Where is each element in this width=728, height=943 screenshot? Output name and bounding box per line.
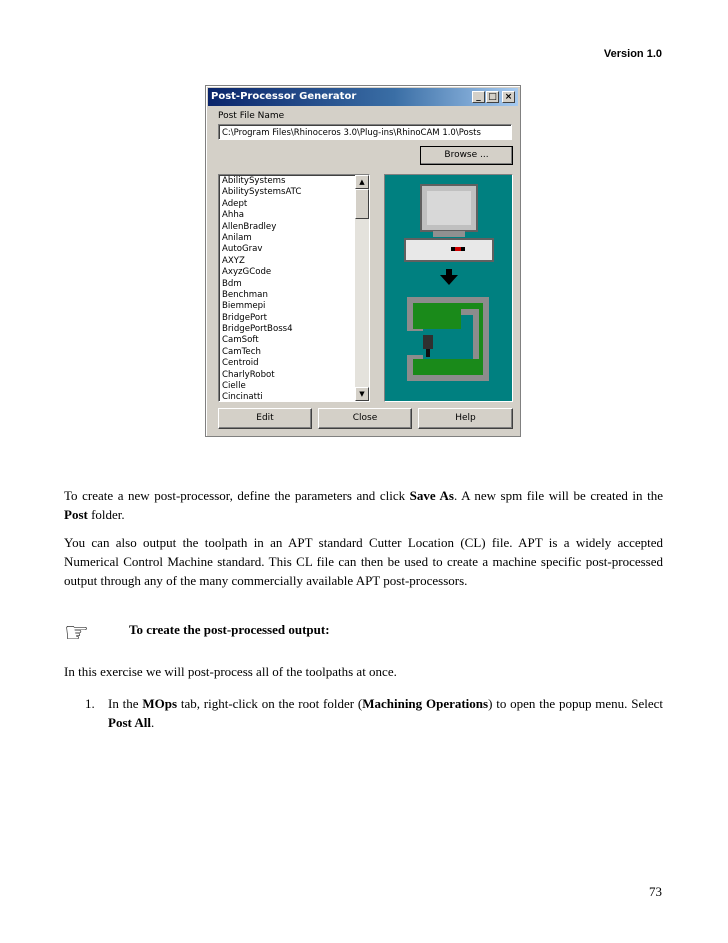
procedure-title: To create the post-processed output:: [129, 622, 330, 637]
dialog-title: Post-Processor Generator: [211, 91, 357, 102]
list-item[interactable]: Bdm: [222, 278, 242, 289]
machine-illustration: [384, 174, 513, 402]
dialog-title-bar[interactable]: [208, 88, 518, 106]
list-item[interactable]: AbilitySystems: [222, 176, 286, 186]
computer-to-machine-icon: [385, 175, 512, 401]
list-item[interactable]: Cielle: [222, 381, 246, 392]
list-item[interactable]: Biemmepi: [222, 301, 266, 312]
browse-button[interactable]: Browse ...: [420, 146, 513, 165]
procedure-note: [64, 615, 663, 651]
list-item[interactable]: Anilam: [222, 232, 252, 243]
scroll-up-icon[interactable]: ▲: [355, 175, 369, 189]
version-label: Version 1.0: [603, 48, 662, 60]
list-item[interactable]: AbilitySystemsATC: [222, 187, 302, 198]
list-item[interactable]: Adept: [222, 198, 248, 209]
list-scrollbar[interactable]: [355, 175, 369, 401]
list-item[interactable]: BridgePort: [222, 312, 268, 323]
scroll-down-icon[interactable]: ▼: [355, 387, 369, 401]
pointing-hand-icon: ☞: [64, 616, 90, 649]
post-processor-list[interactable]: [218, 174, 370, 402]
list-item[interactable]: CamSoft: [222, 335, 259, 346]
help-button[interactable]: Help: [418, 408, 513, 429]
list-item[interactable]: CharlyRobot: [222, 369, 275, 380]
step-text: In the MOps tab, right-click on the root folder (Machining Operations) to open the popup menu. Select Post All.: [108, 696, 663, 730]
exercise-paragraph: In this exercise we will post-process all of the toolpaths at once.: [64, 664, 397, 679]
close-window-button[interactable]: ×: [502, 91, 515, 103]
post-file-name-label: Post File Name: [218, 111, 285, 121]
list-item[interactable]: Benchman: [222, 289, 268, 300]
list-item[interactable]: Ahha: [222, 210, 245, 221]
scroll-thumb[interactable]: [355, 189, 369, 219]
list-item[interactable]: CamTech: [222, 346, 261, 357]
list-item[interactable]: BridgePortBoss4: [222, 324, 293, 335]
list-item[interactable]: Cincinatti: [222, 392, 263, 402]
list-item[interactable]: Centroid: [222, 358, 259, 369]
post-file-path-field[interactable]: C:\Program Files\Rhinoceros 3.0\Plug-ins\RhinoCAM 1.0\Posts: [218, 124, 512, 140]
list-item[interactable]: AllenBradley: [222, 221, 277, 232]
list-item[interactable]: AXYZ: [222, 255, 245, 266]
save-as-paragraph: To create a new post-processor, define the parameters and click Save As. A new spm file will be created in the Post folder.: [64, 488, 663, 522]
page-number: 73: [649, 884, 662, 899]
post-processor-dialog: [205, 85, 521, 437]
step-number: 1.: [85, 696, 95, 711]
apt-paragraph: You can also output the toolpath in an APT standard Cutter Location (CL) file. APT is a widely accepted Numerical Control Machine standard. This CL file can then be used to create a machine specific post-processed output through any of the many commercially available APT post-processors.: [64, 535, 663, 588]
list-item[interactable]: AxyzGCode: [222, 267, 272, 278]
edit-button[interactable]: Edit: [218, 408, 312, 429]
minimize-button[interactable]: _: [472, 91, 485, 103]
close-button[interactable]: Close: [318, 408, 412, 429]
maximize-button[interactable]: □: [486, 91, 499, 103]
list-item[interactable]: AutoGrav: [222, 244, 263, 255]
